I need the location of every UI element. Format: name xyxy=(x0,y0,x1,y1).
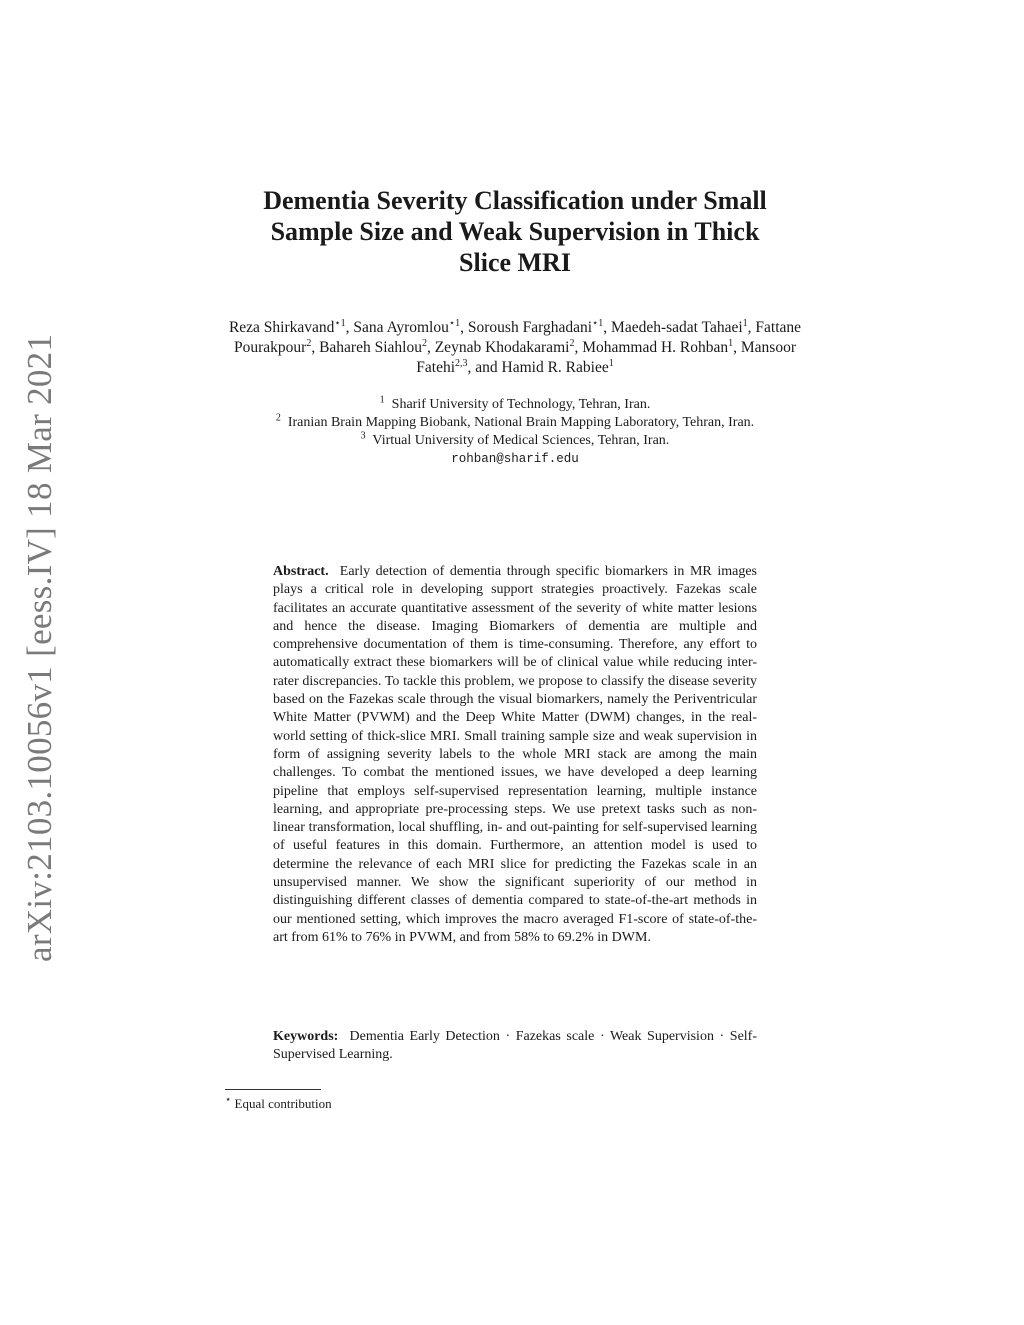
author-name: Zeynab Khodakarami xyxy=(434,339,570,356)
affiliation-text: Iranian Brain Mapping Biobank, National Brain Mapping Laboratory, Tehran, Iran. xyxy=(287,415,755,430)
abstract-text: Early detection of dementia through specific biomarkers in MR images plays a critical role in developing support strategies proactively. Fazekas scale facilitates an accurate quantitative assessment of the severity of white matter lesions and hence the disease. Imaging Biomarkers of dementia are multiple and comprehensive documentation of them is time-consuming. Therefore, any effort to automatically extract these biomarkers will be of clinical value while reducing inter-rater discrepancies. To tackle this problem, we propose to classify the disease severity based on the Fazekas scale through the visual biomarkers, namely the Periventricular White Matter (PVWM) and the Deep White Matter (DWM) changes, in the real-world setting of thick-slice MRI. Small training sample size and weak supervision in form of assigning severity labels to the whole MRI stack are among the main challenges. To combat the mentioned issues, we have developed a deep learning pipeline that employs self-supervised representation learning, multiple instance learning, and appropriate pre-processing steps. We use pretext tasks such as non-linear transformation, local shuffling, in- and out-painting for self-supervised learning of useful features in this domain. Furthermore, an attention model is used to determine the relevance of each MRI slice for predicting the Fazekas scale in an unsupervised manner. We show the significant superiority of our method in distinguishing different classes of dementia compared to state-of-the-art methods in our mentioned setting, which improves the macro averaged F1-score of state-of-the-art from 61% to 76% in PVWM, and from 58% to 69.2% in DWM. xyxy=(273,564,758,945)
footnote-rule xyxy=(225,1089,321,1090)
paper-title xyxy=(200,185,830,278)
author-name: Fattane Pourakpour xyxy=(234,319,802,356)
author-affil-mark: 2 xyxy=(569,337,575,349)
author-affil-mark: 2,3 xyxy=(455,357,468,369)
author-name: Bahareh Siahlou xyxy=(319,339,422,356)
abstract xyxy=(273,563,757,947)
affiliation-number: 2 xyxy=(275,412,281,424)
abstract-label: Abstract. xyxy=(273,564,329,579)
title-line-1: Dementia Severity Classification under Small xyxy=(263,186,767,215)
affiliation-number: 1 xyxy=(379,394,385,406)
author-affil-mark: ⋆1 xyxy=(592,317,604,329)
author-separator: , and xyxy=(467,359,502,376)
author-separator: , xyxy=(345,319,354,336)
author-name: Mansoor Fatehi xyxy=(416,339,796,376)
keywords xyxy=(273,1028,757,1065)
author-affil-mark: ⋆1 xyxy=(334,317,346,329)
author-separator: , xyxy=(426,339,435,356)
author-affil-mark: 1 xyxy=(728,337,734,349)
author-separator: , xyxy=(311,339,320,356)
footnote-text: Equal contribution xyxy=(234,1096,332,1111)
author-separator: , xyxy=(603,319,612,336)
affiliations xyxy=(200,396,830,468)
affiliation-3 xyxy=(200,432,830,450)
affiliation-2 xyxy=(200,414,830,432)
affiliation-text: Virtual University of Medical Sciences, Tehran, Iran. xyxy=(372,433,670,448)
author-list xyxy=(220,318,810,378)
arxiv-stamp: arXiv:2103.10056v1 [eess.IV] 18 Mar 2021 xyxy=(20,333,59,962)
author-separator: , xyxy=(460,319,468,336)
author-name: Reza Shirkavand xyxy=(228,319,335,336)
author-separator: , xyxy=(574,339,583,356)
author-name: Soroush Farghadani xyxy=(467,319,593,336)
affiliation-text: Sharif University of Technology, Tehran, Iran. xyxy=(391,397,651,412)
title-line-2: Sample Size and Weak Supervision in Thick xyxy=(270,217,760,246)
footnote xyxy=(225,1096,332,1112)
author-name: Maedeh-sadat Tahaei xyxy=(611,319,743,336)
keywords-label: Keywords: xyxy=(273,1029,339,1044)
author-name: Hamid R. Rabiee xyxy=(501,359,609,376)
footnote-mark: ⋆ xyxy=(225,1094,232,1106)
author-name: Sana Ayromlou xyxy=(353,319,449,336)
title-line-3: Slice MRI xyxy=(459,248,571,277)
keywords-text: Dementia Early Detection · Fazekas scale · Weak Supervision · Self-Supervised Learning. xyxy=(273,1029,757,1063)
affiliation-1 xyxy=(200,396,830,414)
author-affil-mark: 2 xyxy=(306,337,312,349)
author-affil-mark: ⋆1 xyxy=(448,317,461,329)
author-affil-mark: 1 xyxy=(742,317,748,329)
affiliation-number: 3 xyxy=(360,430,366,442)
author-separator: , xyxy=(733,339,741,356)
author-affil-mark: 1 xyxy=(608,357,614,369)
author-separator: , xyxy=(747,319,756,336)
contact-email[interactable]: rohban@sharif.edu xyxy=(451,452,579,466)
author-affil-mark: 2 xyxy=(421,337,427,349)
author-name: Mohammad H. Rohban xyxy=(582,339,729,356)
